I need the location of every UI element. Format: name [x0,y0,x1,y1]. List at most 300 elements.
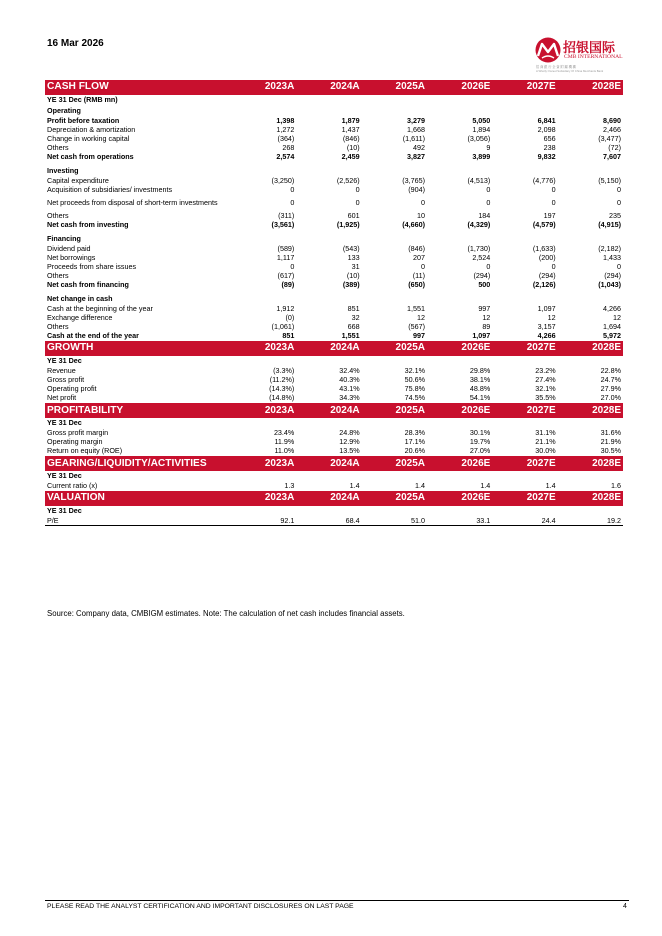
row-value: 24.4 [492,517,557,526]
row-label: Cash at the beginning of the year [47,304,153,314]
row-value: 33.1 [427,517,492,526]
table-row [45,263,623,272]
row-value: 235 [609,211,621,221]
row-label: Cash at the end of the year [47,331,139,341]
row-value: 851 [347,304,360,314]
row-value [427,294,492,305]
row-label: Revenue [47,366,76,376]
row-label: Operating profit [47,384,97,394]
row-value [296,166,361,177]
row-value: 31.6% [600,428,621,438]
row-value: 0 [617,262,621,272]
row-value: 7,607 [603,152,621,162]
row-label: Operating [47,105,81,115]
row-value: (311) [278,211,295,221]
row-value [296,418,361,429]
row-value: 32.1% [404,366,425,376]
row-label: Dividend paid [47,243,91,253]
table-row [45,418,623,429]
row-value: 0 [420,198,425,208]
row-value: (4,579) [532,220,556,230]
row-value: 74.5% [404,393,425,403]
table-row [45,471,623,482]
row-value: 133 [347,253,360,263]
table-row [45,356,623,367]
table-row [45,314,623,323]
row-label: Acquisition of subsidiaries/ investments [47,185,173,195]
section-title: VALUATION [45,491,231,506]
row-value: 31.1% [535,428,556,438]
year-header: 2028E [558,403,623,418]
row-value: 1.6 [611,481,621,491]
source-note: Source: Company data, CMBIGM estimates. Note: The calculation of net cash includes financial assets. [47,609,405,618]
table-row [45,195,623,212]
row-label: Return on equity (ROE) [47,446,123,456]
row-value [296,106,361,117]
row-label: Net change in cash [47,294,113,304]
row-value: 997 [412,331,425,341]
row-value: 24.7% [600,375,621,385]
year-header: 2024A [296,491,361,506]
row-label: Net cash from investing [47,220,129,230]
row-value: 2,098 [537,124,556,134]
table-row [45,106,623,117]
row-value: (3,765) [402,175,425,185]
row-value: 3,279 [406,115,425,125]
row-value: 27.0% [469,446,491,456]
row-value: 2,524 [472,253,491,263]
row-value: 12 [416,313,425,323]
row-value: (72) [608,143,621,153]
row-value: 20.6% [404,446,425,456]
row-value: (89) [281,280,295,290]
row-value: 0 [486,198,491,208]
row-value: 656 [543,133,556,143]
row-value: (4,915) [598,220,621,230]
year-header: 2025A [362,491,427,506]
row-value: 51.0 [362,517,427,526]
row-value: (2,126) [532,280,556,290]
row-label: Others [47,143,69,153]
row-value: (4,513) [467,175,491,185]
row-value: 1,398 [276,115,295,125]
row-value [427,95,492,106]
row-value: 9 [486,143,491,153]
row-label: Others [47,211,69,221]
row-value: 2,466 [603,124,621,134]
row-value: 1.4 [545,481,556,491]
row-value [492,356,557,367]
row-value: 6,841 [537,115,556,125]
row-value: (567) [408,322,425,332]
row-value: (3,056) [467,133,491,143]
row-value [427,106,492,117]
row-value [492,166,557,177]
row-label: Capital expenditure [47,175,109,185]
row-value: 4,266 [603,304,621,314]
table-row [45,166,623,177]
year-header: 2028E [558,456,623,471]
row-value: 1,894 [472,124,491,134]
row-value: 1,879 [341,115,360,125]
row-value: 4,266 [537,331,556,341]
row-label: P/E [45,517,231,526]
row-value: (1,925) [336,220,360,230]
row-value: 0 [617,198,621,208]
year-header: 2027E [492,491,557,506]
cmbi-logo [533,34,625,76]
row-label: Net proceeds from disposal of short-term investments [47,198,218,208]
row-value: 89 [482,322,491,332]
row-value: 30.5% [600,446,621,456]
row-value [231,418,296,429]
financial-tables [45,80,623,526]
row-value: 1,551 [406,304,425,314]
logo-tagline-en: A Wholly Owned Subsidiary Of China Merchants Bank [536,69,604,73]
year-header: 2023A [231,456,296,471]
row-value: 1.4 [480,481,491,491]
year-header: 2026E [427,341,492,356]
row-value [231,166,296,177]
section-title: CASH FLOW [45,80,231,95]
row-value: (4,329) [467,220,491,230]
row-value [558,234,623,245]
year-header: 2024A [296,341,361,356]
row-value: 1,694 [603,322,621,332]
row-value: 5,050 [472,115,491,125]
row-value: 21.1% [535,437,556,447]
row-value: 3,157 [537,322,556,332]
row-value [558,294,623,305]
row-value [296,95,361,106]
row-value: (294) [604,271,621,281]
section-header [45,341,623,356]
row-value: 68.4 [296,517,361,526]
row-value: 601 [347,211,360,221]
row-value: (3.3%) [273,366,295,376]
row-label: Gross profit [47,375,85,385]
row-value: (14.3%) [269,384,295,394]
row-label: YE 31 Dec (RMB mn) [47,95,118,105]
row-label: YE 31 Dec [47,506,82,516]
year-header: 2026E [427,456,492,471]
logo-tagline-cn: 招 商 銀 行 全 資 附 屬 機 構 [536,65,576,69]
row-value [362,294,427,305]
row-value: 40.3% [339,375,360,385]
row-value: (1,043) [598,280,621,290]
row-value: (4,776) [532,175,556,185]
row-value: 30.0% [535,446,556,456]
table-row [45,281,623,290]
row-value: 23.4% [273,428,295,438]
row-value: 35.5% [535,393,556,403]
row-value: 0 [290,262,295,272]
row-value: 0 [290,185,295,195]
row-value: 197 [543,211,556,221]
row-value: 492 [412,143,425,153]
year-header: 2025A [362,403,427,418]
row-value: (3,561) [271,220,295,230]
row-value: 1,551 [341,331,360,341]
year-header: 2028E [558,491,623,506]
row-value [231,106,296,117]
row-value: 75.8% [404,384,425,394]
row-value: 0 [617,185,621,195]
row-label: Financing [47,234,81,244]
table-row [45,186,623,195]
row-value: (3,477) [598,133,621,143]
row-value [427,234,492,245]
row-value: 2,574 [276,152,295,162]
row-value: 27.4% [535,375,556,385]
row-value: 668 [347,322,360,332]
row-value: 38.1% [469,375,491,385]
row-label: Current ratio (x) [47,481,98,491]
row-label: Others [47,271,69,281]
row-label: Profit before taxation [47,115,120,125]
section-title: GEARING/LIQUIDITY/ACTIVITIES [45,456,231,471]
row-value: 1,272 [276,124,295,134]
row-value: (846) [342,133,360,143]
table-row [45,153,623,162]
row-value [492,294,557,305]
row-value: 11.9% [274,437,295,447]
row-value: (2,526) [336,175,360,185]
row-value: 1,097 [537,304,556,314]
logo-chinese-name: 招银国际 [563,41,616,56]
row-value: (5,150) [598,175,621,185]
row-value: (10) [346,271,360,281]
row-label: Investing [47,166,79,176]
row-value: (389) [342,280,360,290]
logo-english-name: CMB INTERNATIONAL [564,54,623,60]
row-value: (1,061) [271,322,295,332]
row-value: 1,117 [276,253,295,263]
row-value [231,471,296,482]
footer-divider [45,900,629,901]
row-label: Exchange difference [47,313,113,323]
section-header [45,80,623,95]
page-number: 4 [623,903,627,910]
footer-disclaimer: PLEASE READ THE ANALYST CERTIFICATION AND IMPORTANT DISCLOSURES ON LAST PAGE [47,903,354,910]
table-row [45,482,623,491]
section-header [45,456,623,471]
year-header: 2026E [427,403,492,418]
table-row [45,517,623,526]
row-value: 27.0% [600,393,621,403]
row-value: 12 [547,313,556,323]
row-value: (11) [412,271,425,281]
row-value [558,418,623,429]
row-value: 92.1 [231,517,296,526]
row-label: Change in working capital [47,133,130,143]
row-value [362,95,427,106]
year-header: 2027E [492,341,557,356]
row-value [492,471,557,482]
row-value: 1.3 [284,481,295,491]
row-value: 28.3% [404,428,425,438]
row-value: 3,899 [472,152,491,162]
row-value: 32 [351,313,360,323]
table-row [45,506,623,517]
row-value: 997 [478,304,491,314]
row-value: 238 [543,143,556,153]
year-header: 2023A [231,80,296,95]
row-value: 0 [355,198,360,208]
row-value: 17.1% [404,437,425,447]
row-value: (543) [342,243,360,253]
row-value: 48.8% [469,384,491,394]
row-value: 184 [478,211,491,221]
row-label: Net profit [47,393,77,403]
row-value: 10 [416,211,425,221]
cmb-logo-icon [533,36,563,64]
row-value: 12 [613,313,621,323]
row-value [296,356,361,367]
row-value: 3,827 [406,152,425,162]
table-row [45,447,623,456]
table-row [45,294,623,305]
row-value [427,166,492,177]
table-row [45,245,623,254]
row-label: YE 31 Dec [47,471,82,481]
row-value: 13.5% [339,446,360,456]
year-header: 2026E [427,80,492,95]
row-value: 851 [282,331,295,341]
table-row [45,234,623,245]
row-value: 0 [355,185,360,195]
year-header: 2027E [492,403,557,418]
row-value [296,471,361,482]
row-value: 27.9% [600,384,621,394]
row-value [296,294,361,305]
table-row [45,135,623,144]
row-value [492,418,557,429]
row-value: 34.3% [339,393,360,403]
table-row [45,394,623,403]
row-value: 19.2 [558,517,623,526]
year-header: 2024A [296,80,361,95]
row-value: 31 [351,262,360,272]
row-value: 1,668 [406,124,425,134]
row-value: (200) [538,253,556,263]
row-value [492,106,557,117]
row-value: 29.8% [469,366,491,376]
row-value: (846) [408,243,425,253]
row-value: 0 [486,185,491,195]
financial-table [45,80,623,526]
row-label: Net cash from financing [47,280,129,290]
row-value: 0 [486,262,491,272]
table-row [45,125,623,134]
row-value: (294) [538,271,556,281]
row-value: 32.4% [339,366,360,376]
table-row [45,332,623,341]
row-value: (589) [277,243,295,253]
section-title: GROWTH [45,341,231,356]
row-value [362,234,427,245]
row-value: 8,690 [603,115,621,125]
row-value: (3,250) [271,175,295,185]
row-value: 0 [551,262,556,272]
row-value: (10) [346,143,360,153]
row-value: 207 [412,253,425,263]
year-header: 2027E [492,80,557,95]
row-value [427,471,492,482]
report-date: 16 Mar 2026 [47,38,104,49]
row-value [558,471,623,482]
row-value: (1,730) [467,243,491,253]
row-value: (650) [408,280,425,290]
row-value: (617) [277,271,295,281]
row-label: YE 31 Dec [47,418,82,428]
row-value: 12.9% [339,437,360,447]
row-value: 54.1% [469,393,491,403]
row-label: Net borrowings [47,253,96,263]
row-value: 268 [282,143,295,153]
table-row [45,95,623,106]
table-row [45,221,623,230]
year-header: 2027E [492,456,557,471]
row-value [231,95,296,106]
row-value [362,106,427,117]
row-label: Proceeds from share issues [47,262,137,272]
year-header: 2025A [362,456,427,471]
row-value: (2,182) [598,243,621,253]
row-value: 0 [551,198,556,208]
row-value [231,294,296,305]
row-label: Operating margin [47,437,103,447]
row-value: 5,972 [603,331,621,341]
row-value: 50.6% [404,375,425,385]
row-label: YE 31 Dec [47,356,82,366]
row-value [558,356,623,367]
row-value: 43.1% [339,384,360,394]
row-value: (0) [285,313,295,323]
row-value [427,356,492,367]
section-header [45,403,623,418]
row-value [362,166,427,177]
year-header: 2025A [362,80,427,95]
row-value: (294) [473,271,491,281]
row-label: Gross profit margin [47,428,109,438]
row-value: 1,097 [472,331,491,341]
row-value: 24.8% [339,428,360,438]
row-label: Depreciation & amortization [47,124,136,134]
row-value: 2,459 [341,152,360,162]
year-header: 2023A [231,403,296,418]
row-value: 11.0% [274,446,295,456]
row-value [362,418,427,429]
section-title: PROFITABILITY [45,403,231,418]
row-value [558,166,623,177]
row-value [427,418,492,429]
year-header: 2024A [296,403,361,418]
year-header: 2023A [231,341,296,356]
row-value: 30.1% [469,428,491,438]
row-value: (1,611) [402,133,425,143]
row-value [558,106,623,117]
row-value [231,234,296,245]
row-value: 1,437 [341,124,360,134]
row-value [231,356,296,367]
year-header: 2025A [362,341,427,356]
row-value: 23.2% [535,366,556,376]
table-row [45,305,623,314]
section-header [45,491,623,506]
row-label: Others [47,322,69,332]
row-value [558,95,623,106]
